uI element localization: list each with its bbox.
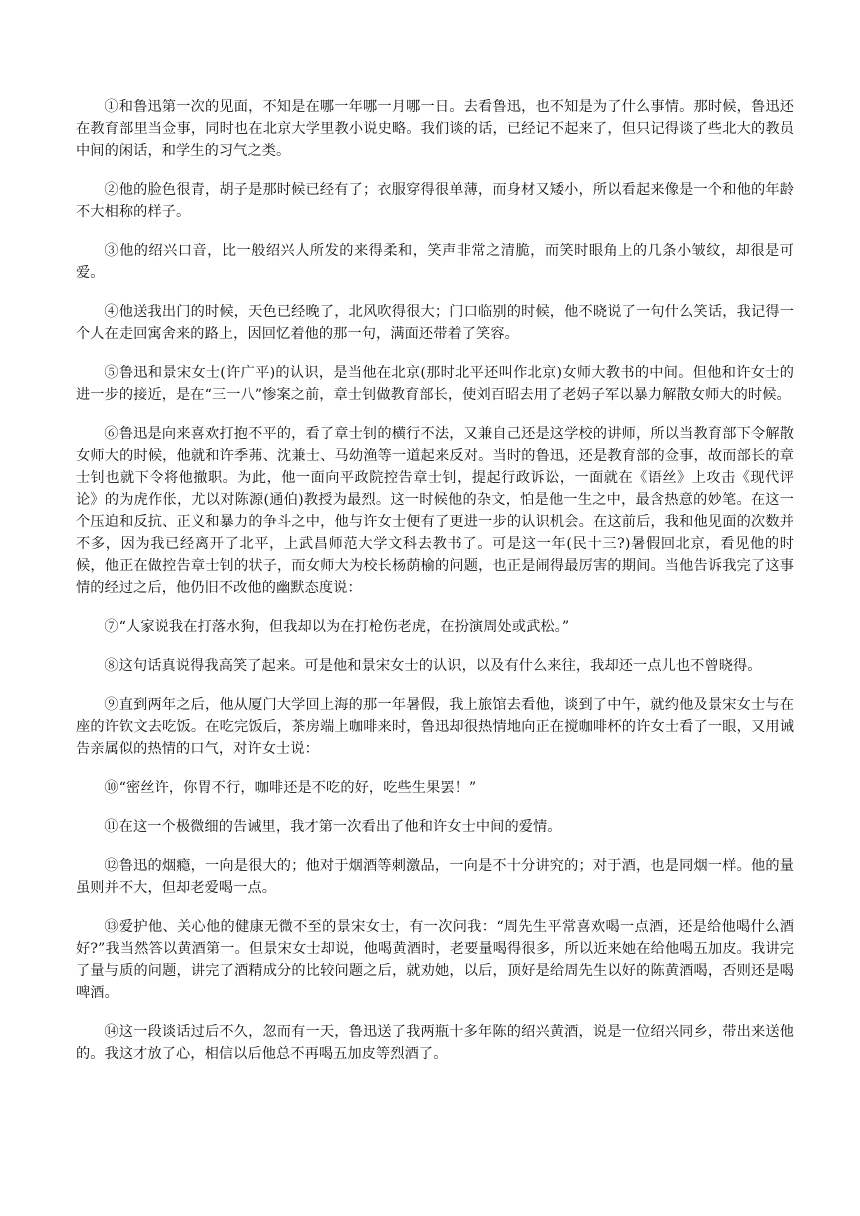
paragraph-5: ⑤鲁迅和景宋女士(许广平)的认识，是当他在北京(那时北平还叫作北京)女师大教书的中间。但他和许女士的进一步的接近，是在“三一八”惨案之前，章士钊做教育部长，使刘百昭去用了老妈子军以暴力解散女师大的时候。 [76,365,794,403]
paragraph-1: ①和鲁迅第一次的见面，不知是在哪一年哪一月哪一日。去看鲁迅，也不知是为了什么事情。那时候，鲁迅还在教育部里当佥事，同时也在北京大学里教小说史略。我们谈的话，已经记不起来了，但只记得谈了些北大的教员中间的闲话，和学生的习气之类。 [76,99,794,159]
paragraph-6: ⑥鲁迅是向来喜欢打抱不平的，看了章士钊的横行不法，又兼自己还是这学校的讲师，所以当教育部下令解散女师大的时候，他就和许季茀、沈兼士、马幼渔等一道起来反对。当时的鲁迅，还是教育部的佥事，故而部长的章士钊也就下令将他撤职。为此，他一面向平政院控告章士钊，提起行政诉讼，一面就在《语丝》上攻击《现代评论》的为虎作伥，尤以对陈源(通伯)教授为最烈。这一时候他的杂文，怕是他一生之中，最含热意的妙笔。在这一个压迫和反抗、正义和暴力的争斗之中，他与许女士便有了更进一步的认识机会。在这前后，我和他见面的次数并不多，因为我已经离开了北平，上武昌师范大学文科去教书了。可是这一年(民十三?)暑假回北京，看见他的时候，他正在做控告章士钊的状子，而女师大为校长杨荫榆的问题，也正是闹得最厉害的期间。当他告诉我完了这事情的经过之后，他仍旧不改他的幽默态度说： [76,426,794,596]
article-body [76,96,794,1082]
paragraph-8: ⑧这句话真说得我高笑了起来。可是他和景宋女士的认识，以及有什么来往，我却还一点儿也不曾晓得。 [104,658,762,674]
paragraph-14: ⑭这一段谈话过后不久，忽而有一天，鲁迅送了我两瓶十多年陈的绍兴黄酒，说是一位绍兴同乡，带出来送他的。我这才放了心，相信以后他总不再喝五加皮等烈酒了。 [76,1024,794,1062]
paragraph-12: ⑫鲁迅的烟瘾，一向是很大的；他对于烟酒等刺激品，一向是不十分讲究的；对于酒，也是同烟一样。他的量虽则并不大，但却老爱喝一点。 [76,858,794,896]
paragraph-4: ④他送我出门的时候，天色已经晚了，北风吹得很大；门口临别的时候，他不晓说了一句什么笑话，我记得一个人在走回寓舍来的路上，因回忆着他的那一句，满面还带着了笑容。 [76,304,794,342]
paragraph-10: ⑩“密丝许，你胃不行，咖啡还是不吃的好，吃些生果罢！” [104,780,477,796]
paragraph-13: ⑬爱护他、关心他的健康无微不至的景宋女士，有一次问我：“周先生平常喜欢喝一点酒，还是给他喝什么酒好?”我当然答以黄酒第一。但景宋女士却说，他喝黄酒时，老要量喝得很多，所以近来她在给他喝五加皮。我讲完了量与质的问题，讲完了酒精成分的比较问题之后，就劝她，以后，顶好是给周先生以好的陈黄酒喝，否则还是喝啤酒。 [76,919,794,1001]
paragraph-9: ⑨直到两年之后，他从厦门大学回上海的那一年暑假，我上旅馆去看他，谈到了中午，就约他及景宋女士与在座的许钦文去吃饭。在吃完饭后，茶房端上咖啡来时，鲁迅却很热情地向正在搅咖啡杯的许女士看了一眼，又用诫告亲属似的热情的口气，对许女士说： [76,697,794,757]
paragraph-2: ②他的脸色很青，胡子是那时候已经有了；衣服穿得很单薄，而身材又矮小，所以看起来像是一个和他的年龄不大相称的样子。 [76,182,794,220]
paragraph-7: ⑦“人家说我在打落水狗，但我却以为在打枪伤老虎，在扮演周处或武松。” [104,619,570,635]
paragraph-11: ⑪在这一个极微细的告诫里，我才第一次看出了他和许女士中间的爱情。 [104,819,562,835]
paragraph-3: ③他的绍兴口音，比一般绍兴人所发的来得柔和，笑声非常之清脆，而笑时眼角上的几条小皱纹，却很是可爱。 [76,243,794,281]
